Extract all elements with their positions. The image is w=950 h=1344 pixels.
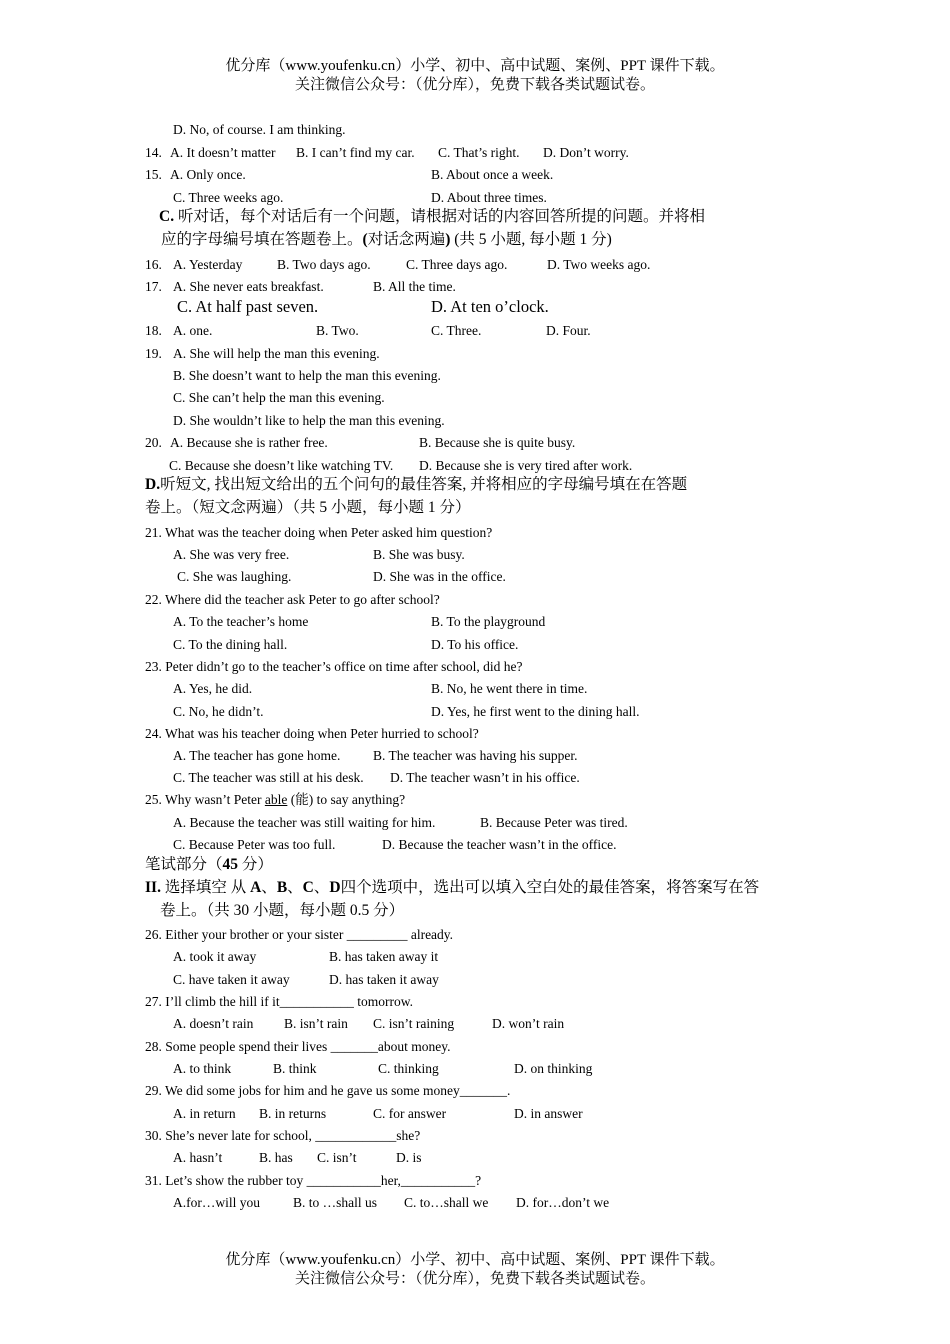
page-header-line-2: 关注微信公众号：（优分库），免费下载各类试题试卷。 xyxy=(294,77,655,93)
q16-option-d: D. Two weeks ago. xyxy=(547,257,651,272)
q21-option-b: B. She was busy. xyxy=(373,547,465,562)
q25-underlined-word: able xyxy=(264,792,288,807)
q17-option-b: B. All the time. xyxy=(373,279,456,294)
written-part-heading: 笔试部分（45 分） xyxy=(145,856,273,873)
q19-option-a: A. She will help the man this evening. xyxy=(173,346,380,361)
q24-option-c: C. The teacher was still at his desk. xyxy=(173,770,364,785)
q31-option-a: A.for…will you xyxy=(173,1195,260,1210)
section-c-instruction-line-1: C. 听对话，每个对话后有一个问题，请根据对话的内容回答所提的问题。并将相 xyxy=(159,208,705,225)
q26-stem: 26. Either your brother or your sister _________ already. xyxy=(145,927,454,942)
q31-option-c: C. to…shall we xyxy=(404,1195,489,1210)
q15-option-b: B. About once a week. xyxy=(431,167,554,182)
q23-option-d: D. Yes, he first went to the dining hall. xyxy=(431,704,640,719)
q24-option-a: A. The teacher has gone home. xyxy=(173,748,341,763)
q26-option-c: C. have taken it away xyxy=(173,972,290,987)
section-ii-label: II. xyxy=(145,879,161,896)
q18-option-b: B. Two. xyxy=(316,323,359,338)
q30-option-b: B. has xyxy=(259,1150,293,1165)
q16-option-b: B. Two days ago. xyxy=(277,257,371,272)
section-d-label: D. xyxy=(145,476,161,493)
q29-option-c: C. for answer xyxy=(373,1106,447,1121)
q27-option-a: A. doesn’t rain xyxy=(173,1016,254,1031)
q22-stem: 22. Where did the teacher ask Peter to go after school? xyxy=(145,592,440,607)
q26-option-a: A. took it away xyxy=(173,949,257,964)
q17-option-a: A. She never eats breakfast. xyxy=(173,279,324,294)
q29-option-b: B. in returns xyxy=(259,1106,327,1121)
q25-option-c: C. Because Peter was too full. xyxy=(173,837,336,852)
q24-option-b: B. The teacher was having his supper. xyxy=(373,748,578,763)
q26-option-d: D. has taken it away xyxy=(329,972,439,987)
q15-option-a: A. Only once. xyxy=(170,167,246,182)
q20-option-c: C. Because she doesn’t like watching TV. xyxy=(169,458,394,473)
q20-option-a: A. Because she is rather free. xyxy=(170,435,328,450)
q16-option-a: A. Yesterday xyxy=(173,257,243,272)
q18-option-a: A. one. xyxy=(173,323,213,338)
section-d-instruction-line-1: D.听短文, 找出短文给出的五个问句的最佳答案, 并将相应的字母编号填在在答题 xyxy=(145,476,688,493)
q23-option-c: C. No, he didn’t. xyxy=(173,704,264,719)
q27-stem: 27. I’ll climb the hill if it___________ tomorrow. xyxy=(145,994,413,1009)
page-footer-line-1: 优分库（www.youfenku.cn）小学、初中、高中试题、案例、PPT 课件下载。 xyxy=(225,1252,725,1268)
q14-number: 14. xyxy=(145,145,162,160)
q31-stem: 31. Let’s show the rubber toy ___________her,___________? xyxy=(145,1173,482,1188)
q20-option-d: D. Because she is very tired after work. xyxy=(419,458,633,473)
q22-option-c: C. To the dining hall. xyxy=(173,637,288,652)
q21-option-a: A. She was very free. xyxy=(173,547,290,562)
q28-stem: 28. Some people spend their lives _______about money. xyxy=(145,1039,451,1054)
q21-option-c: C. She was laughing. xyxy=(177,569,292,584)
q18-option-c: C. Three. xyxy=(431,323,482,338)
q31-option-b: B. to …shall us xyxy=(293,1195,378,1210)
q15-number: 15. xyxy=(145,167,162,182)
q15-option-c: C. Three weeks ago. xyxy=(173,190,284,205)
q25-stem: 25. Why wasn’t Peter able (能) to say anything? xyxy=(145,792,406,807)
q30-option-a: A. hasn’t xyxy=(173,1150,223,1165)
q27-option-c: C. isn’t raining xyxy=(373,1016,455,1031)
q26-option-b: B. has taken away it xyxy=(329,949,439,964)
q27-option-b: B. isn’t rain xyxy=(284,1016,348,1031)
q17-option-d: D. At ten o’clock. xyxy=(431,297,549,316)
section-c-instruction-line-2: 应的字母编号填在答题卷上。(对话念两遍) (共 5 小题, 每小题 1 分) xyxy=(161,231,612,248)
q13-option-d: D. No, of course. I am thinking. xyxy=(173,122,346,137)
q28-option-a: A. to think xyxy=(173,1061,232,1076)
q21-option-d: D. She was in the office. xyxy=(373,569,506,584)
q18-option-d: D. Four. xyxy=(546,323,591,338)
q28-option-b: B. think xyxy=(273,1061,317,1076)
q30-stem: 30. She’s never late for school, ____________she? xyxy=(145,1128,421,1143)
q29-option-d: D. in answer xyxy=(514,1106,583,1121)
q23-option-b: B. No, he went there in time. xyxy=(431,681,588,696)
q14-option-a: A. It doesn’t matter xyxy=(170,145,276,160)
q30-option-d: D. is xyxy=(396,1150,422,1165)
q23-stem: 23. Peter didn’t go to the teacher’s office on time after school, did he? xyxy=(145,659,523,674)
q23-option-a: A. Yes, he did. xyxy=(173,681,253,696)
q16-number: 16. xyxy=(145,257,162,272)
q19-option-d: D. She wouldn’t like to help the man this evening. xyxy=(173,413,445,428)
q22-option-a: A. To the teacher’s home xyxy=(173,614,309,629)
q14-option-b: B. I can’t find my car. xyxy=(296,145,415,160)
q28-option-d: D. on thinking xyxy=(514,1061,593,1076)
section-c-label: C. xyxy=(159,208,175,225)
page-footer-line-2: 关注微信公众号：（优分库），免费下载各类试题试卷。 xyxy=(294,1271,655,1287)
q25-option-b: B. Because Peter was tired. xyxy=(480,815,628,830)
q20-option-b: B. Because she is quite busy. xyxy=(419,435,576,450)
section-ii-instruction-line-2: 卷上。（共 30 小题，每小题 0.5 分） xyxy=(160,902,405,919)
q24-stem: 24. What was his teacher doing when Peter hurried to school? xyxy=(145,726,479,741)
q25-option-a: A. Because the teacher was still waiting for him. xyxy=(173,815,436,830)
q16-option-c: C. Three days ago. xyxy=(406,257,508,272)
section-ii-instruction-line-1: II. 选择填空 从 A、B、C、D四个选项中，选出可以填入空白处的最佳答案，将答案写在答 xyxy=(145,879,760,896)
q28-option-c: C. thinking xyxy=(378,1061,439,1076)
q15-option-d: D. About three times. xyxy=(431,190,547,205)
q22-option-d: D. To his office. xyxy=(431,637,519,652)
q25-option-d: D. Because the teacher wasn’t in the office. xyxy=(382,837,617,852)
q30-option-c: C. isn’t xyxy=(317,1150,357,1165)
q17-option-c: C. At half past seven. xyxy=(177,297,319,316)
q19-number: 19. xyxy=(145,346,162,361)
q22-option-b: B. To the playground xyxy=(431,614,546,629)
q17-number: 17. xyxy=(145,279,162,294)
q19-option-c: C. She can’t help the man this evening. xyxy=(173,390,385,405)
q31-option-d: D. for…don’t we xyxy=(516,1195,610,1210)
section-d-instruction-line-2: 卷上。（短文念两遍）（共 5 小题，每小题 1 分） xyxy=(145,499,471,516)
q20-number: 20. xyxy=(145,435,162,450)
q14-option-d: D. Don’t worry. xyxy=(543,145,629,160)
q24-option-d: D. The teacher wasn’t in his office. xyxy=(390,770,580,785)
q21-stem: 21. What was the teacher doing when Peter asked him question? xyxy=(145,525,493,540)
q14-option-c: C. That’s right. xyxy=(438,145,520,160)
q27-option-d: D. won’t rain xyxy=(492,1016,565,1031)
q29-stem: 29. We did some jobs for him and he gave us some money_______. xyxy=(145,1083,511,1098)
q19-option-b: B. She doesn’t want to help the man this evening. xyxy=(173,368,441,383)
page-header-line-1: 优分库（www.youfenku.cn）小学、初中、高中试题、案例、PPT 课件下载。 xyxy=(225,58,725,74)
q29-option-a: A. in return xyxy=(173,1106,236,1121)
q18-number: 18. xyxy=(145,323,162,338)
